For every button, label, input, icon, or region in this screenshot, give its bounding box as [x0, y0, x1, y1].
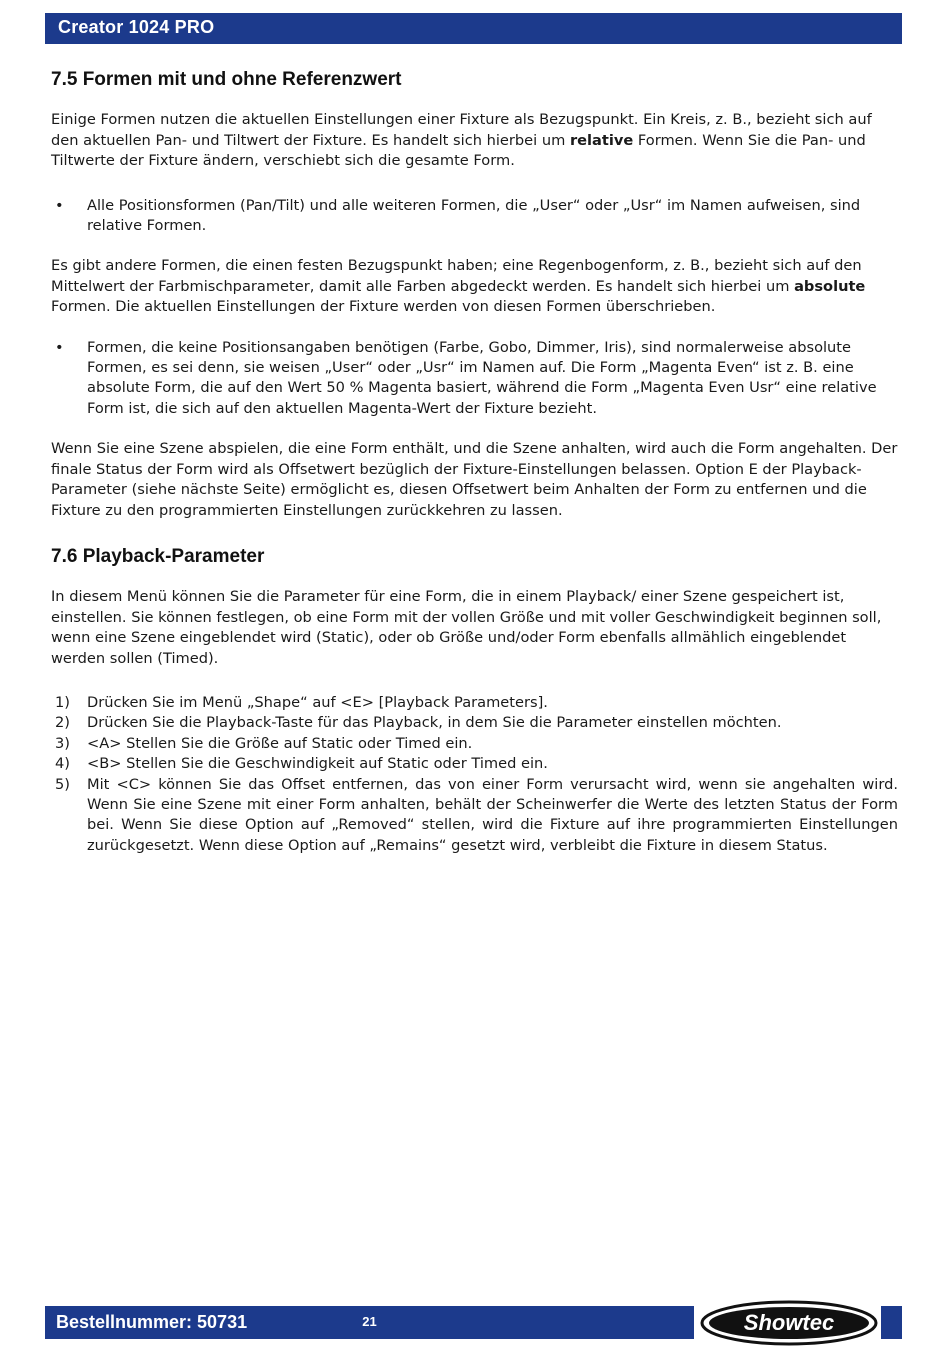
- paragraph-relative-forms: Einige Formen nutzen die aktuellen Einstellungen einer Fixture als Bezugspunkt. Ein Kreis, z. B., bezieht sich auf den aktuellen Pan- und Tiltwert der Fixture. Es handelt sich hierbei um relative Formen. Wenn Sie die Pan- und Tiltwerte der Fixture ändern, verschiebt sich die gesamte Form.: [51, 111, 872, 170]
- list-item: • Formen, die keine Positionsangaben benötigen (Farbe, Gobo, Dimmer, Iris), sind normalerweise absolute Formen, es sei denn, sie weisen „User“ oder „Usr“ im Namen auf. Die Form „Magenta Even“ ist z. B. eine absolute Form, die auf den Wert 50 % Magenta basiert, während die Form „Magenta Even Usr“ eine relative Form ist, die sich auf den aktuellen Magenta-Wert der Fixture bezieht.: [51, 338, 898, 420]
- showtec-logo: [699, 1299, 879, 1347]
- paragraph-playback-intro: In diesem Menü können Sie die Parameter für eine Form, die in einem Playback/ einer Szene gespeichert ist, einstellen. Sie können festlegen, ob eine Form mit der vollen Größe und mit voller Geschwindigkeit beginnen soll, wenn eine Szene eingeblendet wird (Static), oder ob Größe und/oder Form ebenfalls allmählich eingeblendet werden sollen (Timed).: [51, 588, 882, 667]
- list-item: 1) Drücken Sie im Menü „Shape“ auf <E> [Playback Parameters].: [55, 693, 548, 711]
- paragraph-absolute-forms: Es gibt andere Formen, die einen festen Bezugspunkt haben; eine Regenbogenform, z. B., bezieht sich auf den Mittelwert der Farbmischparameter, damit alle Farben abgedeckt werden. Es handelt sich hierbei um absolute Formen. Die aktuellen Einstellungen der Fixture werden von diesen Formen überschrieben.: [51, 257, 866, 316]
- list-item: 5) Mit <C> können Sie das Offset entfernen, das von einer Form verursacht wird, wenn sie angehalten wird. Wenn Sie eine Szene mit einer Form anhalten, behält der Scheinwerfer die Werte des letzten Status der Form bei. Wenn Sie diese Option auf „Removed“ stellen, wird die Fixture auf ihre programmierten Einstellungen zurückgesetzt. Wenn diese Option auf „Remains“ gesetzt wird, verbleibt die Fixture in diesem Status.: [55, 775, 898, 854]
- page-number: 21: [362, 1314, 377, 1329]
- section-heading-7-5: 7.5 Formen mit und ohne Referenzwert: [51, 69, 402, 90]
- list-item: 3) <A> Stellen Sie die Größe auf Static oder Timed ein.: [55, 734, 473, 752]
- bullet-list-absolute: [51, 338, 898, 420]
- paragraph-stop-scene: Wenn Sie eine Szene abspielen, die eine Form enthält, und die Szene anhalten, wird auch die Form angehalten. Der finale Status der Form wird als Offsetwert bezüglich der Fixture-Einstellungen belassen. Option E der Playback-Parameter (siehe nächste Seite) ermöglicht es, diesen Offsetwert beim Anhalten der Form zu entfernen und die Fixture zu den programmierten Einstellungen zurückkehren zu lassen.: [51, 440, 898, 519]
- footer-bar: [45, 1306, 694, 1339]
- steps-list: [51, 693, 898, 856]
- list-item: 4) <B> Stellen Sie die Geschwindigkeit auf Static oder Timed ein.: [55, 755, 548, 773]
- header-bar: [45, 13, 902, 44]
- section-heading-7-6: 7.6 Playback-Parameter: [51, 545, 265, 567]
- page-content: [51, 70, 898, 856]
- order-number: Bestellnummer: 50731: [56, 1312, 248, 1332]
- bullet-list-relative: [51, 196, 898, 237]
- logo-wordmark: Showtec: [743, 1310, 835, 1335]
- list-item: • Alle Positionsformen (Pan/Tilt) und alle weiteren Formen, die „User“ oder „Usr“ im Namen aufweisen, sind relative Formen.: [51, 196, 898, 237]
- document-title: Creator 1024 PRO: [58, 17, 215, 37]
- list-item: 2) Drücken Sie die Playback-Taste für das Playback, in dem Sie die Parameter einstellen möchten.: [55, 714, 782, 732]
- footer-accent: [881, 1306, 902, 1339]
